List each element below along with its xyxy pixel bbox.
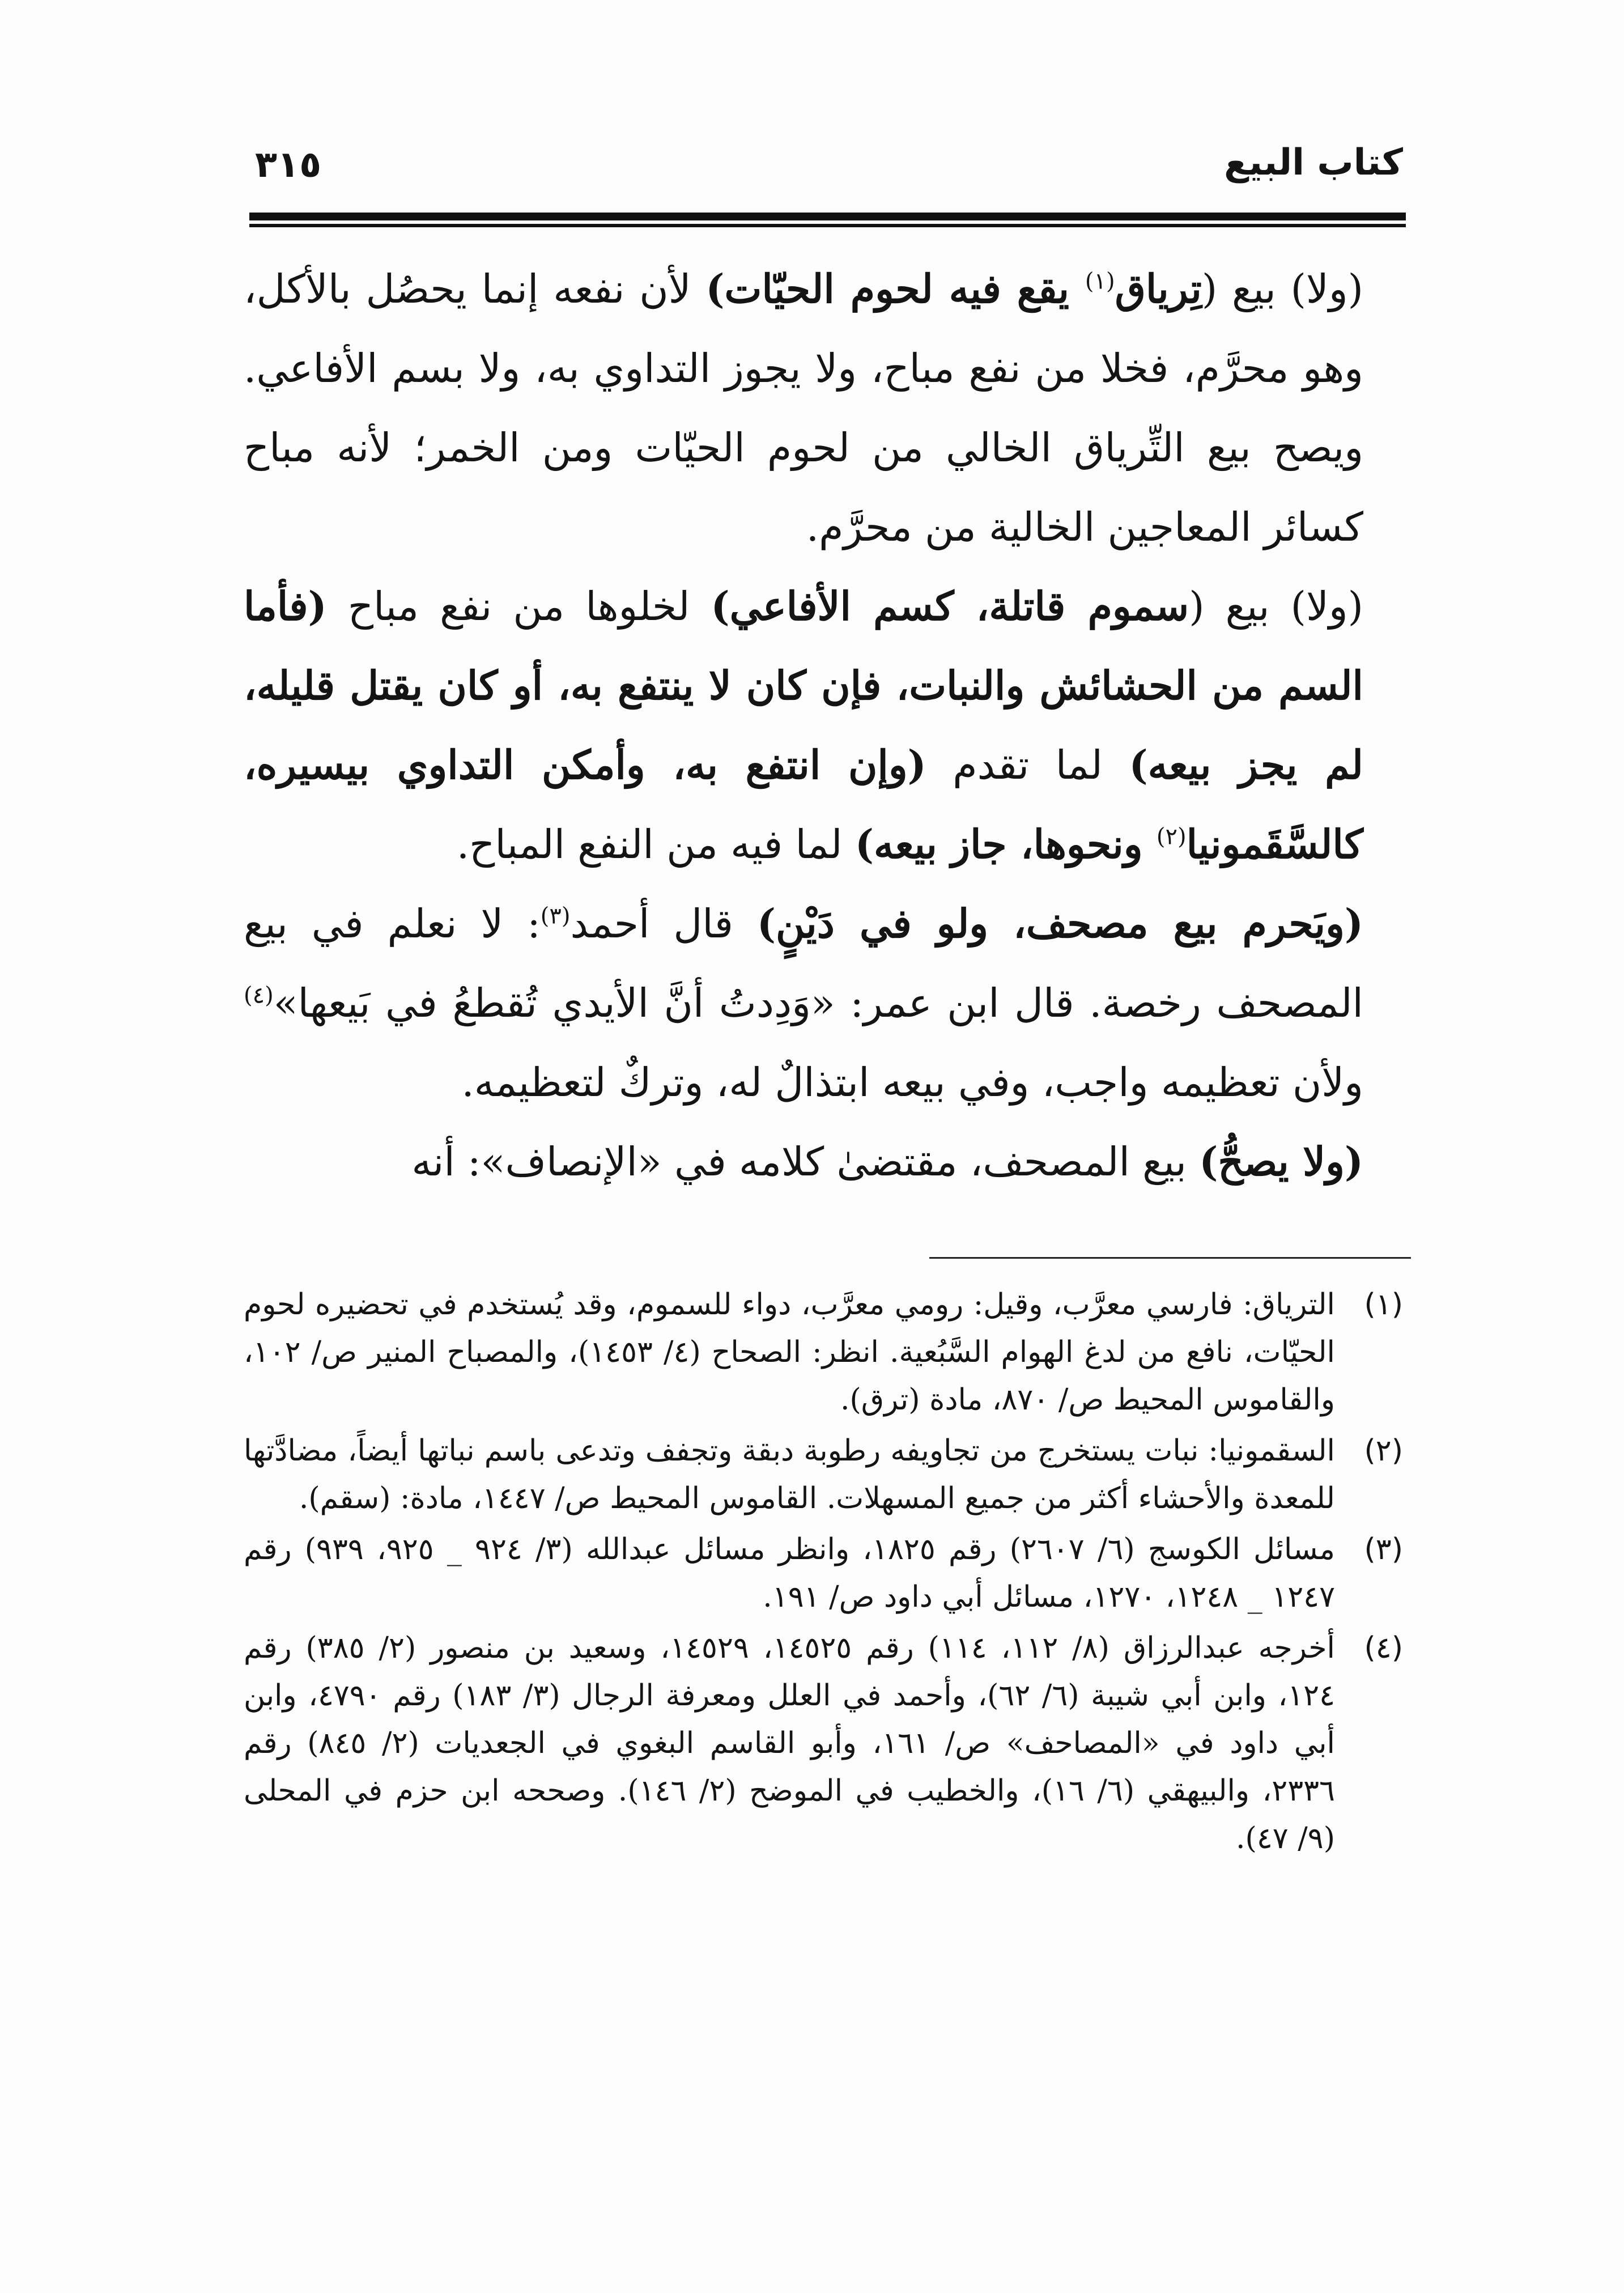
paragraph-poisons <box>244 567 1403 884</box>
text-span: لخلوها من نفع مباح <box>326 583 711 630</box>
bold-term: (ويَحرم بيع مصحف، ولو في دَيْنٍ) <box>756 900 1363 947</box>
book-title: كتاب البيع <box>1224 142 1403 184</box>
footnote-ref: (٤) <box>244 982 274 1009</box>
footnotes <box>244 1281 1403 1866</box>
footnote-text: مسائل الكوسج (٦/ ٢٦٠٧) رقم ١٨٢٥، وانظر مسائل عبدالله (٣/ ٩٢٤ _ ٩٢٥، ٩٣٩) رقم ١٢٤٧ _ ١٢٤٨، ١٢٧٠، مسائل أبي داود ص/ ١٩١. <box>244 1532 1336 1614</box>
footnote-text: السقمونيا: نبات يستخرج من تجاويفه رطوبة دبقة وتجفف وتدعى باسم نباتها أيضاً، مضادَّتها للمعدة والأحشاء أكثر من جميع المسهلات. القاموس المحيط ص/ ١٤٤٧، مادة: (سقم). <box>244 1434 1335 1515</box>
bold-term: تِرياق <box>1115 265 1202 312</box>
text-span: (ولا) بيع ( <box>1201 266 1363 312</box>
footnote-number: (١) <box>1364 1288 1403 1322</box>
text-span: لما فيه من النفع المباح. <box>456 821 855 868</box>
bold-term: سموم قاتلة، كسم الأفاعي) <box>711 583 1189 630</box>
footnote-1 <box>244 1281 1403 1424</box>
bold-term: (وإن انتفع به، وأمكن التداوي بيسيره، كالسَّقَمونيا <box>244 741 1363 868</box>
bold-term: ونحوها، جاز بيعه) <box>854 821 1157 868</box>
paragraph-mushaf-sale <box>244 884 1403 1122</box>
bold-term: (ولا يصحُّ) <box>1199 1138 1363 1185</box>
footnote-2 <box>244 1427 1403 1522</box>
bold-term: يقع فيه لحوم الحيّات) <box>705 265 1085 312</box>
bold-term: (فأما السم من الحشائش والنبات، فإن كان لا ينتفع به، أو كان يقتل قليله، لم يجز بيعه) <box>244 583 1363 788</box>
footnote-ref: (١) <box>1085 268 1115 295</box>
footnote-text: الترياق: فارسي معرَّب، وقيل: رومي معرَّب، دواء للسموم، وقد يُستخدم في تحضيره لحوم الحيّات، نافع من لدغ الهوام السَّبُعية. انظر: الصحاح (٤/ ١٤٥٣)، والمصباح المنير ص/ ١٠٢، والقاموس المحيط ص/ ٨٧٠، مادة (ترق). <box>244 1288 1335 1417</box>
footnote-number: (٢) <box>1364 1434 1403 1468</box>
header-rule-thin <box>249 224 1406 227</box>
footnote-separator <box>929 1257 1411 1259</box>
header-rule <box>249 213 1406 220</box>
text-span: (ولا) بيع ( <box>1189 583 1363 630</box>
text-span: بيع المصحف، مقتضىٰ كلامه في «الإنصاف»: أنه <box>411 1139 1200 1185</box>
paragraph-mushaf-validity <box>244 1122 1403 1201</box>
text-span: قال أحمد <box>570 901 757 947</box>
running-header <box>249 142 1403 210</box>
text-span: : لا نعلم في بيع المصحف رخصة. قال ابن عمر: «وَدِدتُ أنَّ الأيدي تُقطعُ في بَيعها» <box>244 901 1363 1026</box>
text-span: لأن نفعه إنما يحصُل بالأكل، وهو محرَّم، فخلا من نفع مباح، ولا يجوز التداوي به، ولا بسم الأفاعي. ويصح بيع التِّرياق الخالي من لحوم الحيّات ومن الخمر؛ لأنه مباح كسائر المعاجين الخالية من محرَّم. <box>244 266 1363 550</box>
main-text <box>244 249 1403 1201</box>
footnote-number: (٣) <box>1364 1532 1403 1566</box>
footnote-ref: (٢) <box>1156 823 1187 850</box>
footnote-3 <box>244 1526 1403 1621</box>
page-number: ٣١٥ <box>255 144 322 186</box>
footnote-number: (٤) <box>1364 1631 1403 1665</box>
footnote-ref: (٣) <box>540 903 571 929</box>
text-span: ولأن تعظيمه واجب، وفي بيعه ابتذالٌ له، وتركٌ لتعظيمه. <box>461 1059 1363 1106</box>
footnote-text: أخرجه عبدالرزاق (٨/ ١١٢، ١١٤) رقم ١٤٥٢٥، ١٤٥٢٩، وسعيد بن منصور (٢/ ٣٨٥) رقم ١٢٤، وابن أبي شيبة (٦/ ٦٢)، وأحمد في العلل ومعرفة الرجال (٣/ ١٨٣) رقم ٤٧٩٠، وابن أبي داود في «المصاحف» ص/ ١٦١، وأبو القاسم البغوي في الجعديات (٢/ ٨٤٥) رقم ٢٣٣٦، والبيهقي (٦/ ١٦)، والخطيب في الموضح (٢/ ١٤٦). وصححه ابن حزم في المحلى (٩/ ٤٧). <box>244 1631 1335 1855</box>
text-span: لما تقدم <box>926 742 1129 788</box>
paragraph-theriac <box>244 249 1403 567</box>
footnote-4 <box>244 1624 1403 1862</box>
